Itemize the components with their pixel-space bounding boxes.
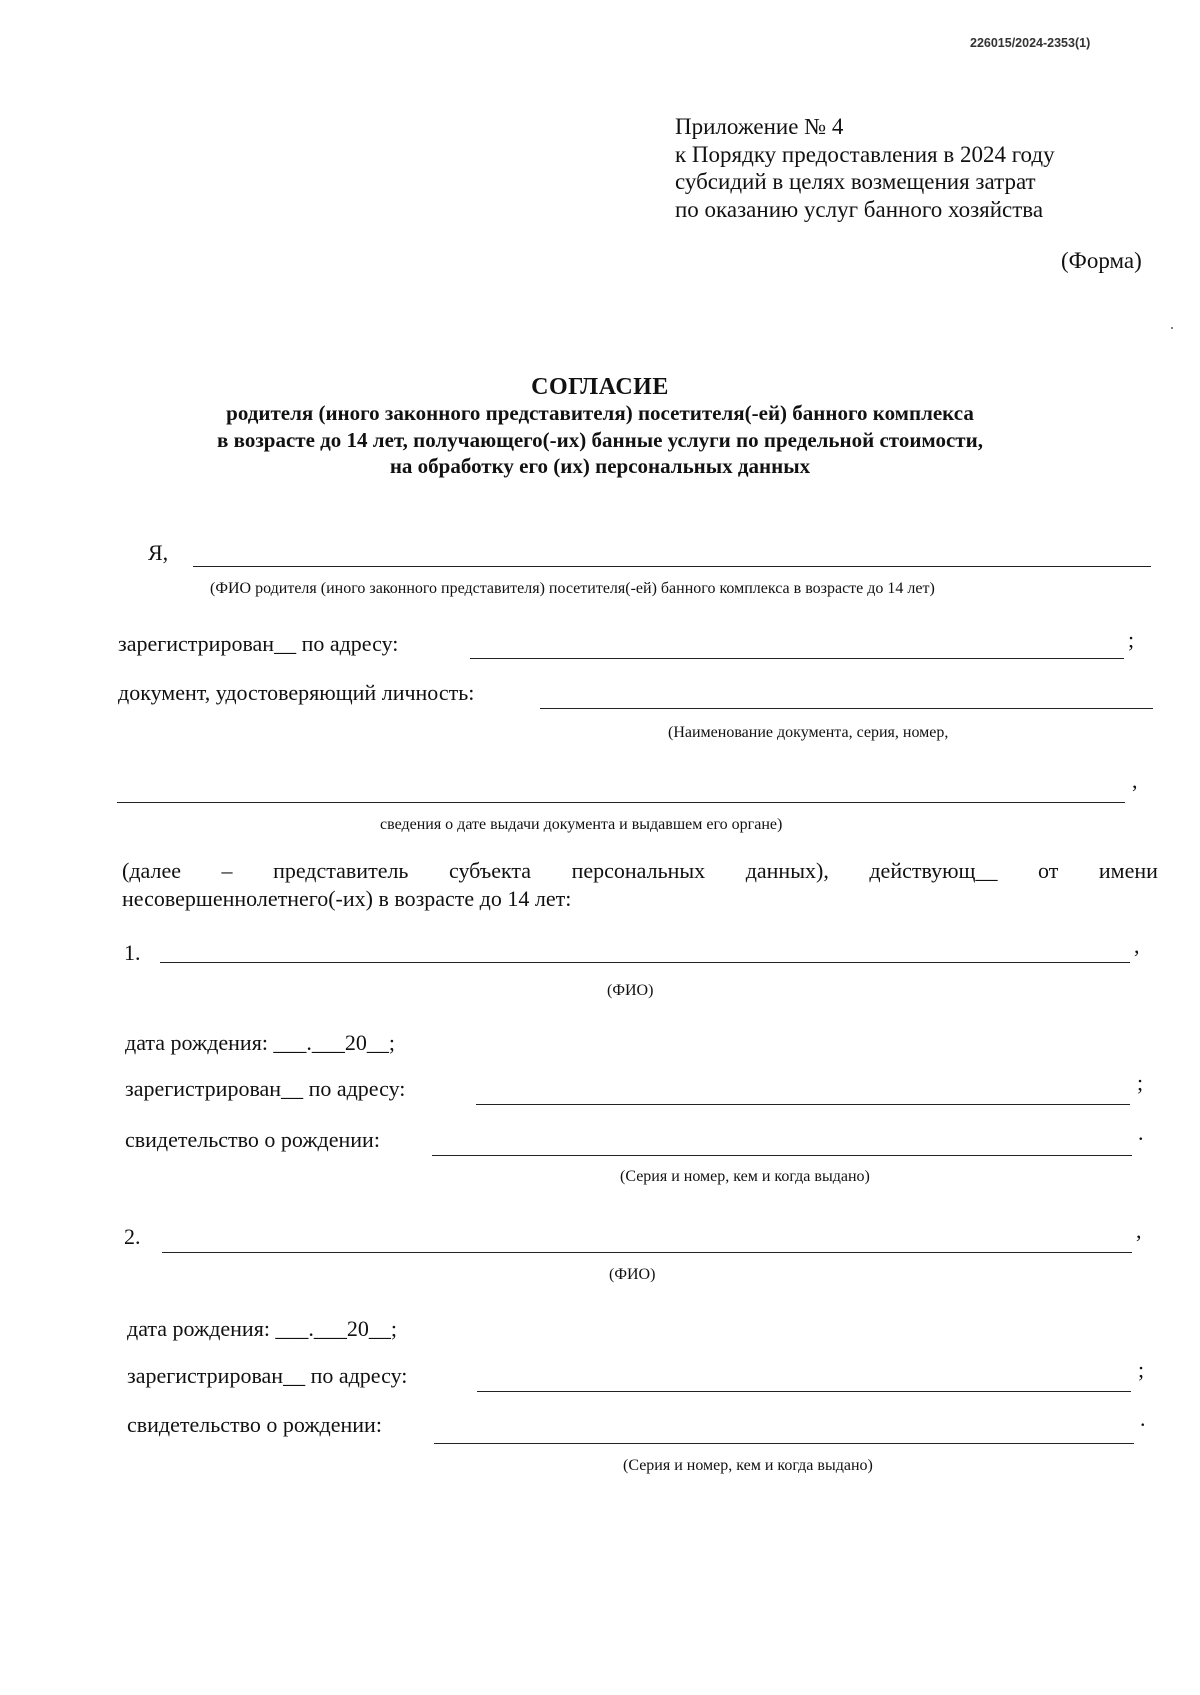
identity-document-caption: (Наименование документа, серия, номер, <box>668 724 949 741</box>
child-1-address-end: ; <box>1137 1070 1144 1095</box>
representative-fio-caption: (ФИО родителя (иного законного представителя) посетителя(-ей) банного комплекса в возрасте до 14 лет) <box>210 580 935 597</box>
identity-document-details-end: , <box>1132 768 1138 793</box>
statement-line <box>122 858 1158 884</box>
child-2-certificate-end: . <box>1140 1406 1146 1431</box>
statement-word: имени <box>1098 858 1158 883</box>
child-1-fio-line[interactable] <box>160 962 1130 963</box>
representative-address-end: ; <box>1128 627 1135 652</box>
child-2-address-line[interactable] <box>477 1391 1131 1392</box>
statement-word: данных), <box>745 858 829 883</box>
identity-document-label: документ, удостоверяющий личность: <box>118 680 475 705</box>
document-title: СОГЛАСИЕ <box>531 374 669 400</box>
child-2-certificate-line[interactable] <box>434 1443 1134 1444</box>
statement-word: представитель <box>273 858 409 883</box>
appendix-heading: Приложение № 4 к Порядку предоставления в 2024 году субсидий в целях возмещения затрат по оказанию услуг банного хозяйства <box>675 114 1055 222</box>
child-2-address-label: зарегистрирован__ по адресу: <box>127 1363 408 1388</box>
statement-word: от <box>1038 858 1059 883</box>
child-1-fio-caption: (ФИО) <box>607 982 654 999</box>
statement-word: персональных <box>571 858 706 883</box>
identity-document-line[interactable] <box>540 708 1153 709</box>
scan-speck <box>1171 327 1173 329</box>
statement-word: субъекта <box>449 858 532 883</box>
child-1-address-line[interactable] <box>476 1104 1130 1105</box>
form-label: (Форма) <box>1061 248 1142 273</box>
i-label: Я, <box>148 540 169 565</box>
statement-word: действующ__ <box>869 858 998 883</box>
child-2-certificate-caption: (Серия и номер, кем и когда выдано) <box>623 1457 873 1474</box>
child-1-certificate-caption: (Серия и номер, кем и когда выдано) <box>620 1168 870 1185</box>
representative-fio-line[interactable] <box>193 566 1151 567</box>
child-2-fio-caption: (ФИО) <box>609 1266 656 1283</box>
identity-document-details-line[interactable] <box>117 802 1125 803</box>
child-2-name-end: , <box>1136 1218 1142 1243</box>
child-2-address-end: ; <box>1138 1357 1145 1382</box>
document-subtitle: родителя (иного законного представителя) посетителя(-ей) банного комплекса в возрасте до 14 лет, получающего(-их) банные услуги по предельной стоимости, на обработку его (их) персональных данных <box>217 401 983 478</box>
child-1-certificate-label: свидетельство о рождении: <box>125 1127 380 1152</box>
child-1-address-label: зарегистрирован__ по адресу: <box>125 1076 406 1101</box>
child-1-name-end: , <box>1134 933 1140 958</box>
identity-document-issue-caption: сведения о дате выдачи документа и выдавшем его органе) <box>380 816 783 833</box>
representative-address-label: зарегистрирован__ по адресу: <box>118 631 399 656</box>
child-2-certificate-label: свидетельство о рождении: <box>127 1412 382 1437</box>
representative-address-line[interactable] <box>470 658 1124 659</box>
statement-word: (далее <box>122 858 181 883</box>
statement-word: – <box>221 858 233 883</box>
statement-line-2: несовершеннолетнего(-их) в возрасте до 14 лет: <box>122 886 572 911</box>
document-id: 226015/2024-2353(1) <box>970 36 1091 50</box>
child-1-certificate-end: . <box>1138 1120 1144 1145</box>
child-1-certificate-line[interactable] <box>432 1155 1132 1156</box>
child-1-number: 1. <box>124 940 141 965</box>
child-2-birth-date: дата рождения: ___.___20__; <box>127 1316 398 1341</box>
child-2-fio-line[interactable] <box>162 1252 1132 1253</box>
child-1-birth-date: дата рождения: ___.___20__; <box>125 1030 396 1055</box>
child-2-number: 2. <box>124 1224 141 1249</box>
